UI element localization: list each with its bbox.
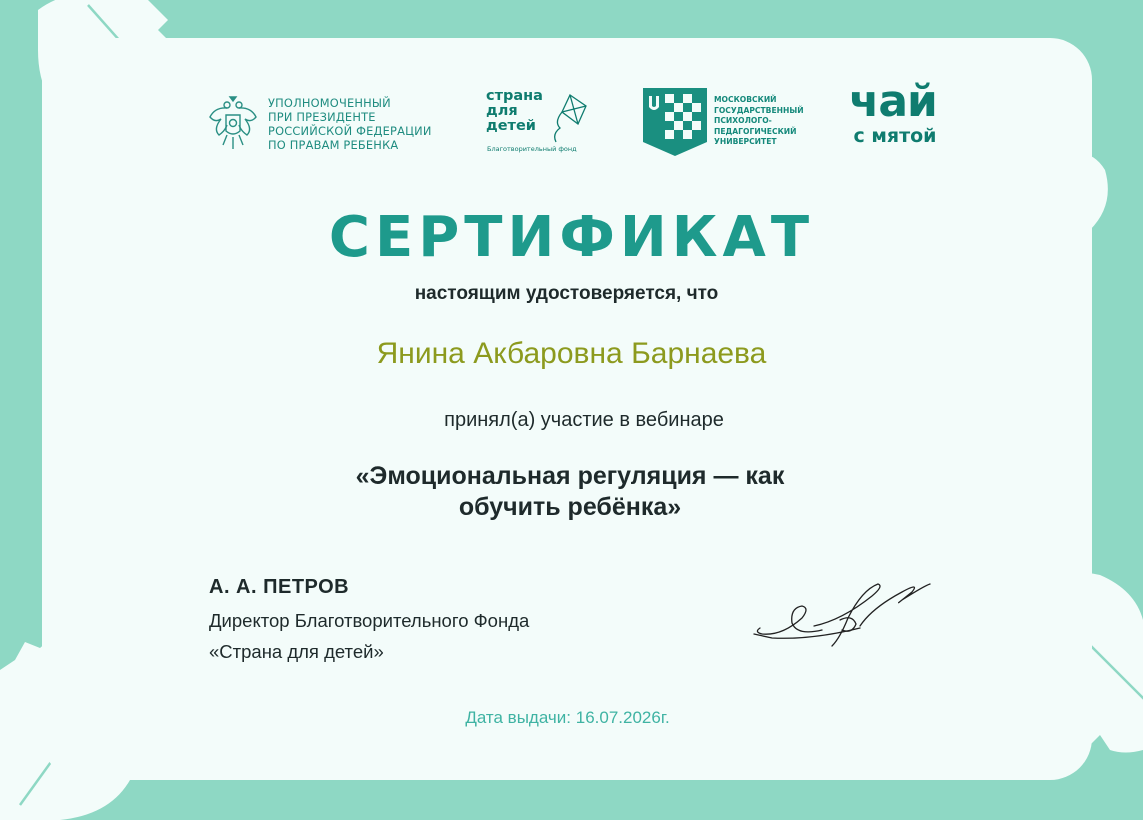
kite-icon bbox=[548, 92, 593, 147]
signature-icon bbox=[752, 578, 937, 653]
webinar-title-line: «Эмоциональная регуляция — как bbox=[355, 462, 785, 490]
mgppu-line: ПЕДАГОГИЧЕСКИЙ bbox=[714, 126, 797, 136]
issue-date-label: Дата выдачи: bbox=[465, 708, 572, 727]
coat-of-arms-icon bbox=[207, 95, 259, 153]
ombudsman-line: ПРИ ПРЕЗИДЕНТЕ bbox=[268, 110, 376, 124]
issue-date bbox=[0, 708, 1135, 728]
webinar-title bbox=[0, 461, 1140, 523]
ombudsman-line: ПО ПРАВАМ РЕБЕНКА bbox=[268, 138, 399, 152]
mgppu-line: УНИВЕРСИТЕТ bbox=[714, 137, 777, 146]
strana-line: страна bbox=[486, 88, 543, 104]
signer-role bbox=[209, 605, 529, 667]
chai-logo-title: чай bbox=[849, 76, 937, 127]
signer-role-line: Директор Благотворительного Фонда bbox=[209, 610, 530, 631]
strana-subtitle: Благотворительный фонд bbox=[487, 145, 577, 153]
strana-line: для bbox=[486, 103, 518, 119]
ombudsman-line: УПОЛНОМОЧЕННЫЙ bbox=[268, 96, 391, 110]
mgppu-line: ГОСУДАРСТВЕННЫЙ bbox=[714, 105, 804, 115]
chai-logo-subtitle: с мятой bbox=[853, 125, 937, 147]
participation-text: принял(а) участие в вебинаре bbox=[444, 409, 724, 431]
mgppu-line: МОСКОВСКИЙ bbox=[714, 95, 777, 104]
ombudsman-line: РОССИЙСКОЙ ФЕДЕРАЦИИ bbox=[268, 124, 432, 138]
certificate-title: СЕРТИФИКАТ bbox=[328, 205, 815, 270]
mgppu-text bbox=[714, 95, 824, 148]
webinar-title-line: обучить ребёнка» bbox=[458, 493, 682, 521]
intro-text: настоящим удостоверяется, что bbox=[414, 283, 719, 304]
issue-date-value: 16.07.2026г. bbox=[575, 708, 670, 727]
signer-role-line: «Страна для детей» bbox=[209, 641, 384, 662]
university-shield-icon bbox=[643, 88, 707, 156]
signer-name: А. А. ПЕТРОВ bbox=[209, 576, 350, 598]
recipient-name: Янина Акбаровна Барнаева bbox=[376, 337, 767, 370]
mgppu-line: ПСИХОЛОГО- bbox=[714, 116, 772, 125]
strana-line: детей bbox=[486, 118, 536, 134]
ombudsman-text bbox=[268, 96, 458, 152]
